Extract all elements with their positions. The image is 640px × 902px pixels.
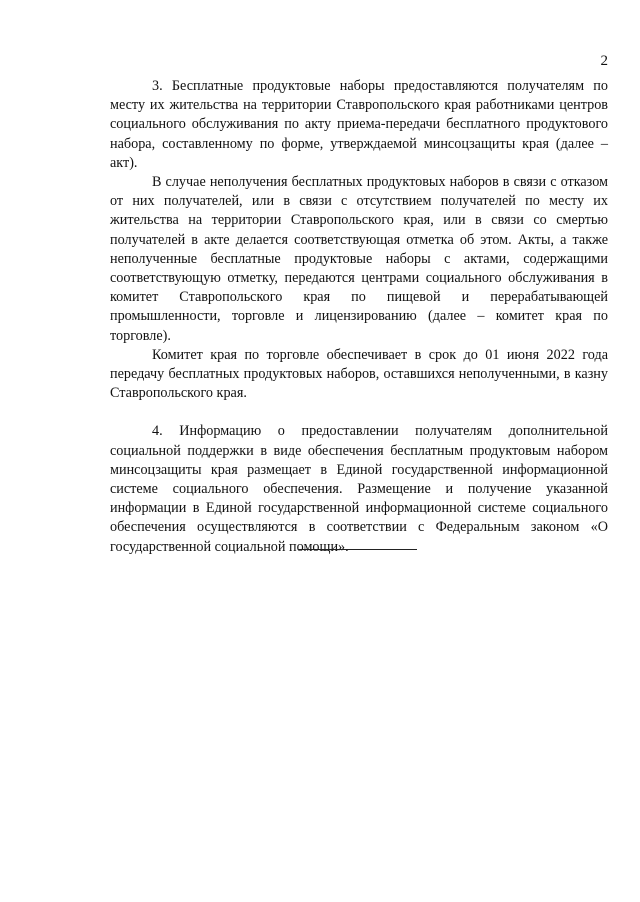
paragraph-refusal: В случае неполучения бесплатных продуктовых наборов в связи с отказом от них получателей, или в связи с отсутствием получателей по месту их жительства на территории Ставропольского края, или в связи со смертью получателей в акте делается соответствующая отметка об этом. Акты, а также неполученные бесплатные продуктовые наборы с актами, содержащими соответствующую отметку, передаются центрами социального обслуживания в комитет Ставропольского края по пищевой и перерабатывающей промышленности, торговле и лицензированию (далее – комитет края по торговле). [110,174,608,344]
paragraph-committee: Комитет края по торговле обеспечивает в срок до 01 июня 2022 года передачу бесплатных продуктовых наборов, оставшихся неполученными, в казну Ставропольского края. [110,346,608,402]
end-divider-line [298,549,417,550]
paragraph-4: 4. Информацию о предоставлении получателям дополнительной социальной поддержки в виде обеспечения бесплатным продуктовым набором минсоцзащиты края размещает в Единой государственной информационной системе социального обеспечения. Размещение и получение указанной информации в Единой государственной информационной системе социального обеспечения осуществляются в соответствии с Федеральным законом «О государственной социальной помощи». [110,423,608,555]
paragraph-3: 3. Бесплатные продуктовые наборы предоставляются получателям по месту их жительства на территории Ставропольского края работниками центров социального обслуживания по акту приема-передачи бесплатного продуктового набора, составленному по форме, утверждаемой минсоцзащиты края (далее – акт). [110,78,608,171]
paragraph-gap [110,403,608,422]
document-body [110,77,608,557]
page-number: 2 [600,53,608,69]
